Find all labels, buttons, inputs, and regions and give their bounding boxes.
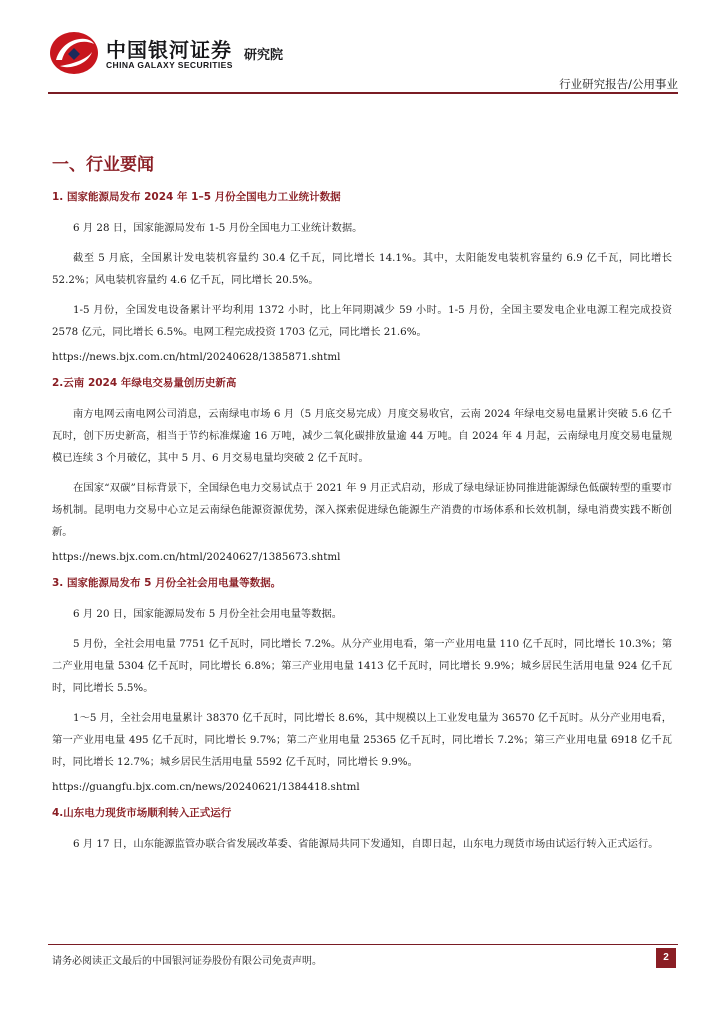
news-item-3-paragraph: 6 月 20 日，国家能源局发布 5 月份全社会用电量等数据。 (73, 608, 343, 620)
news-item-3-title: 3. 国家能源局发布 5 月份全社会用电量等数据。 (52, 577, 282, 589)
institute-label: 研究院 (244, 48, 284, 63)
page-number: 2 (656, 948, 676, 968)
news-item-1-paragraph: 6 月 28 日，国家能源局发布 1-5 月份全国电力工业统计数据。 (73, 222, 363, 234)
news-item-1-paragraph: 1-5 月份，全国发电设备累计平均利用 1372 小时，比上年同期减少 59 小时。1-5 月份，全国主要发电企业电源工程完成投资 2578 亿元，同比增长 6.5%。电网工程完成投资 1703 亿元，同比增长 21.6%。 (52, 304, 672, 338)
section-title: 一、行业要闻 (52, 155, 154, 175)
news-item-1-link[interactable]: https://news.bjx.com.cn/html/20240628/1385871.shtml (52, 351, 341, 363)
report-type: 行业研究报告/公用事业 (559, 77, 678, 91)
news-item-4-title: 4.山东电力现货市场顺利转入正式运行 (52, 807, 232, 819)
footer-disclaimer: 请务必阅读正文最后的中国银河证券股份有限公司免责声明。 (52, 956, 322, 967)
footer-divider (48, 944, 678, 945)
header-divider (48, 92, 678, 94)
news-item-2-link[interactable]: https://news.bjx.com.cn/html/20240627/1385673.shtml (52, 551, 341, 563)
news-item-3-paragraph: 5 月份，全社会用电量 7751 亿千瓦时，同比增长 7.2%。从分产业用电看，第一产业用电量 110 亿千瓦时，同比增长 10.3%；第二产业用电量 5304 亿千瓦时，同比增长 6.8%；第三产业用电量 1413 亿千瓦时，同比增长 9.9%；城乡居民生活用电量 924 亿千瓦时，同比增长 5.5%。 (52, 638, 672, 694)
page-content (52, 150, 672, 863)
news-item-2-paragraph: 南方电网云南电网公司消息，云南绿电市场 6 月（5 月底交易完成）月度交易收官，云南 2024 年绿电交易电量累计突破 5.6 亿千瓦时，创下历史新高，相当于节约标准煤逾 16 万吨，减少二氧化碳排放量逾 44 万吨。自 2024 年 4 月起，云南绿电月度交易电量规模已连续 3 个月破亿，其中 5 月、6 月交易电量均突破 2 亿千瓦时。 (52, 408, 672, 464)
report-header (48, 26, 678, 96)
news-item-3-link[interactable]: https://guangfu.bjx.com.cn/news/20240621/1384418.shtml (52, 781, 360, 793)
news-item-2-paragraph: 在国家“双碳”目标背景下，全国绿色电力交易试点于 2021 年 9 月正式启动，形成了绿电绿证协同推进能源绿色低碳转型的重要市场机制。昆明电力交易中心立足云南绿色能源资源优势，深入探索促进绿色能源生产消费的市场体系和长效机制，绿电消费实践不断创新。 (52, 482, 672, 538)
news-item-1-title: 1. 国家能源局发布 2024 年 1–5 月份全国电力工业统计数据 (52, 191, 341, 203)
news-item-1-paragraph: 截至 5 月底，全国累计发电装机容量约 30.4 亿千瓦，同比增长 14.1%。其中，太阳能发电装机容量约 6.9 亿千瓦，同比增长 52.2%；风电装机容量约 4.6 亿千瓦，同比增长 20.5%。 (52, 252, 672, 286)
news-item-4-paragraph: 6 月 17 日，山东能源监管办联合省发展改革委、省能源局共同下发通知，自即日起，山东电力现货市场由试运行转入正式运行。 (73, 838, 659, 850)
galaxy-logo-icon (48, 30, 100, 76)
logo-chinese-name: 中国银河证券 (106, 38, 232, 62)
logo-english-name: CHINA GALAXY SECURITIES (106, 60, 233, 70)
news-item-3-paragraph: 1～5 月，全社会用电量累计 38370 亿千瓦时，同比增长 8.6%，其中规模以上工业发电量为 36570 亿千瓦时。从分产业用电看，第一产业用电量 495 亿千瓦时，同比增长 9.7%；第二产业用电量 25365 亿千瓦时，同比增长 7.2%；第三产业用电量 6918 亿千瓦时，同比增长 12.7%；城乡居民生活用电量 5592 亿千瓦时，同比增长 9.9%。 (52, 712, 672, 768)
news-item-2-title: 2.云南 2024 年绿电交易量创历史新高 (52, 377, 237, 389)
